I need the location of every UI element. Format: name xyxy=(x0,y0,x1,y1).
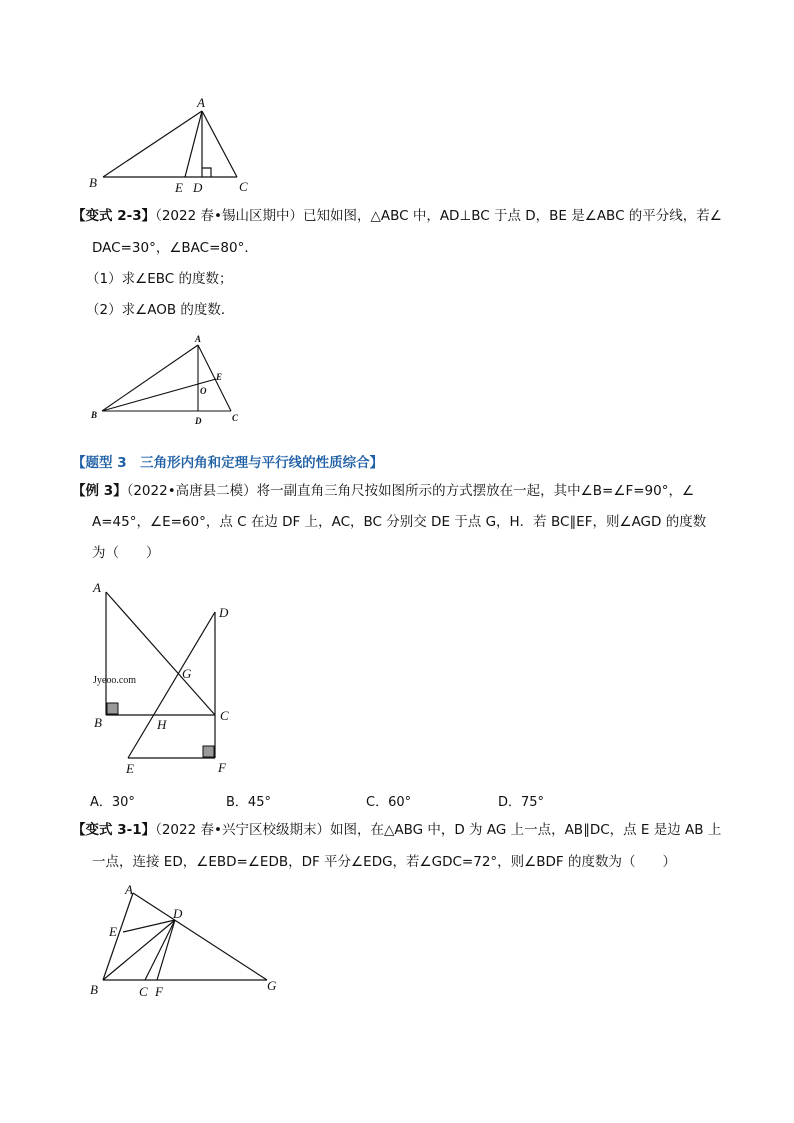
label-e: E xyxy=(126,761,134,776)
label-a: A xyxy=(197,95,205,110)
watermark-text: Jyeoo.com xyxy=(93,675,137,686)
label-e: E xyxy=(216,372,223,382)
right-angle-mark xyxy=(202,168,211,177)
label-b: B xyxy=(91,410,98,420)
label-c: C xyxy=(239,179,248,194)
label-e: E xyxy=(109,924,117,939)
label-f: F xyxy=(155,984,163,999)
right-angle-mark-f xyxy=(203,746,214,757)
segment-ag xyxy=(133,893,267,980)
label-h: H xyxy=(157,717,167,732)
label-a: A xyxy=(125,882,133,897)
option-a: A．30° xyxy=(90,795,135,810)
variant-3-1-text1: （2022 春•兴宁区校级期末）如图，在△ABG 中，D 为 AG 上一点，AB∥DC，点 E 是边 AB 上 xyxy=(155,822,722,838)
label-b: B xyxy=(90,982,98,997)
segment-be xyxy=(102,379,216,411)
segment-ac xyxy=(202,111,237,177)
figure-triangle-abg xyxy=(85,880,290,1002)
figure-set-squares xyxy=(85,575,245,780)
figure1-lines xyxy=(103,111,237,177)
variant-3-1-line1 xyxy=(72,820,721,840)
figure4-lines xyxy=(103,893,267,980)
label-c: C xyxy=(232,413,239,423)
label-d: D xyxy=(219,605,229,620)
example-3-text1: （2022•高唐县二模）将一副直角三角尺按如图所示的方式摆放在一起，其中∠B=∠F=90°，∠ xyxy=(126,483,695,499)
label-d: D xyxy=(195,416,202,426)
option-c: C．60° xyxy=(366,795,412,810)
label-g: G xyxy=(267,978,277,993)
variant-2-3-line1 xyxy=(72,206,722,226)
variant-3-1-line2: 一点，连接 ED，∠EBD=∠EDB，DF 平分∠EDG，若∠GDC=72°，则∠BDF 的度数为（ ） xyxy=(92,854,676,870)
segment-de xyxy=(128,612,215,758)
variant-2-3-tag: 【变式 2-3】 xyxy=(72,208,156,224)
label-c: C xyxy=(139,984,148,999)
section-3-title: 【题型 3 三角形内角和定理与平行线的性质综合】 xyxy=(72,455,384,471)
segment-ac xyxy=(198,345,231,411)
label-b: B xyxy=(94,715,102,730)
example-3-line2: A=45°，∠E=60°，点 C 在边 DF 上，AC，BC 分别交 DE 于点 G，H．若 BC∥EF，则∠AGD 的度数 xyxy=(92,514,707,530)
variant-2-3-question-1: （1）求∠EBC 的度数； xyxy=(86,271,233,287)
variant-3-1-tag: 【变式 3-1】 xyxy=(72,822,156,838)
example-3-tag: 【例 3】 xyxy=(72,483,127,499)
label-o: O xyxy=(200,386,207,396)
example-3-line1 xyxy=(72,481,694,501)
right-angle-mark-b xyxy=(107,703,118,714)
variant-2-3-line2: DAC=30°，∠BAC=80°． xyxy=(92,240,258,256)
label-f: F xyxy=(218,760,226,775)
variant-2-3-question-2: （2）求∠AOB 的度数． xyxy=(86,302,235,318)
label-a: A xyxy=(195,334,202,344)
segment-ac xyxy=(106,592,215,715)
label-d: D xyxy=(193,180,203,195)
label-c: C xyxy=(220,708,229,723)
example-3-line3: 为（ ） xyxy=(92,545,160,561)
label-b: B xyxy=(89,175,97,190)
label-e: E xyxy=(175,180,183,195)
figure2-lines xyxy=(102,345,231,411)
segment-ab xyxy=(102,345,198,411)
label-g: G xyxy=(182,666,192,681)
option-b: B．45° xyxy=(226,795,271,810)
option-d: D．75° xyxy=(498,795,545,810)
label-a: A xyxy=(93,580,101,595)
figure-triangle-bisector xyxy=(88,333,248,431)
label-d: D xyxy=(173,906,183,921)
figure-triangle-abc-altitude xyxy=(85,95,255,200)
variant-2-3-text1: （2022 春•锡山区期中）已知如图，△ABC 中，AD⊥BC 于点 D，BE 是∠ABC 的平分线，若∠ xyxy=(155,208,722,224)
